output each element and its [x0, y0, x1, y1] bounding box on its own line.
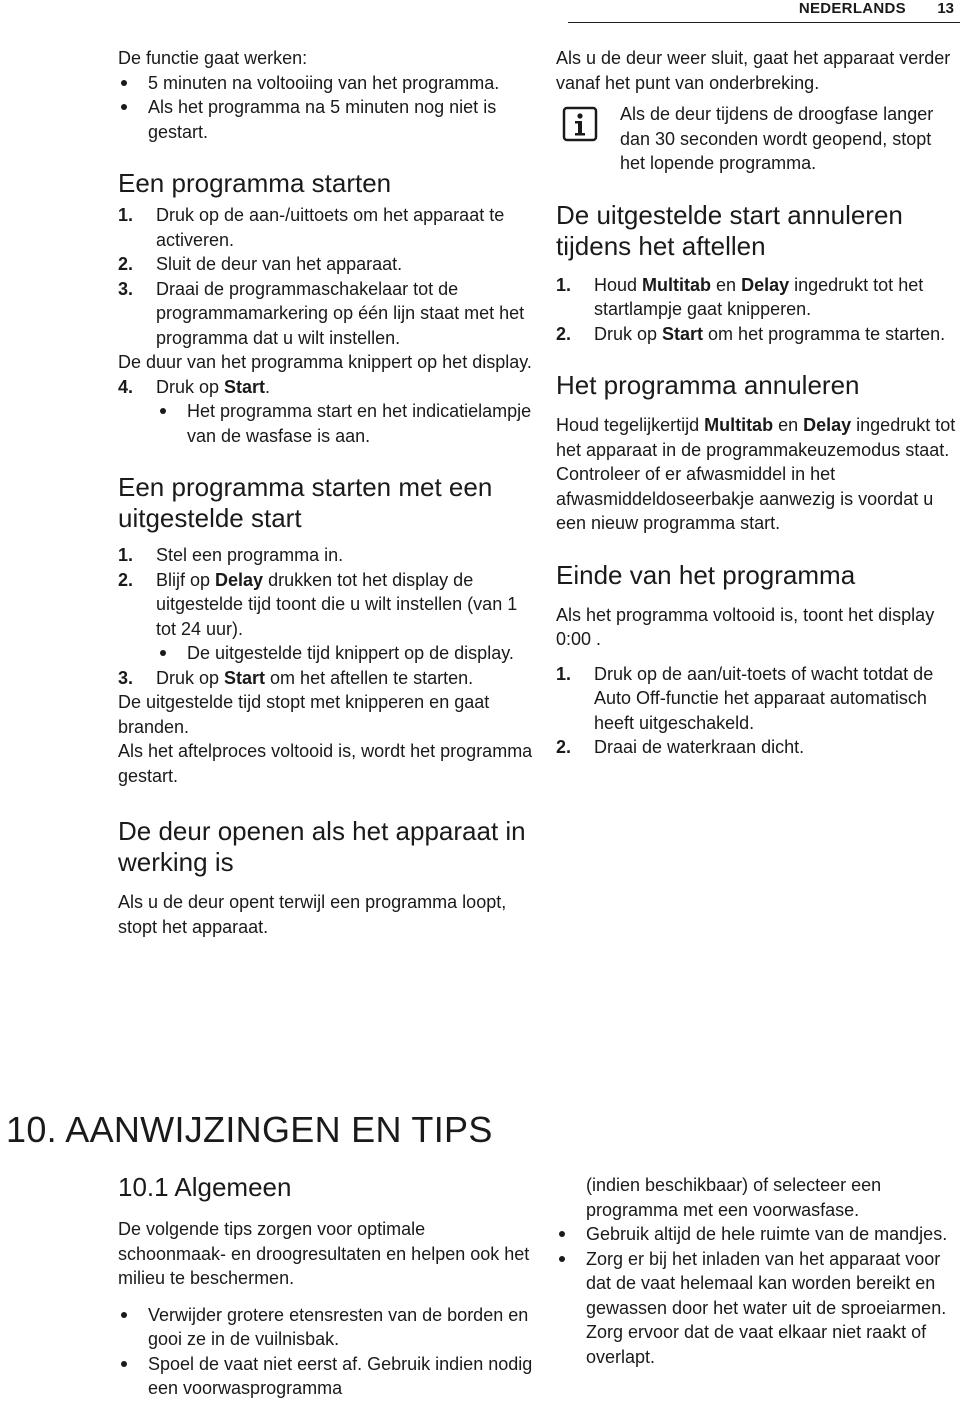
step4-bullets	[156, 399, 538, 448]
step-item: 2. Druk op Start om het programma te starten.	[556, 323, 946, 344]
list-item: Zorg er bij het inladen van het apparaat voor dat de vaat helemaal kan worden bereikt en gewassen door het water uit de sproeiarmen. Zorg ervoor dat de vaat elkaar niet raakt of overlapt.	[556, 1247, 956, 1370]
list-item: De uitgestelde tijd knippert op de display.	[156, 641, 538, 666]
delay-note-2: Als het aftelproces voltooid is, wordt het programma gestart.	[118, 741, 533, 786]
list-item: Gebruik altijd de hele ruimte van de mandjes.	[556, 1222, 956, 1247]
chapter-title: 10. AANWIJZINGEN EN TIPS	[6, 1109, 493, 1150]
header-language: NEDERLANDS	[798, 0, 906, 17]
left-column	[118, 46, 538, 939]
step3-note: De duur van het programma knippert op het display.	[118, 352, 532, 372]
delay-note-1: De uitgestelde tijd stopt met knipperen en gaat branden.	[118, 692, 490, 737]
tips-bullets-left	[118, 1303, 538, 1401]
step-item: 2. Blijf op Delay drukken tot het display de uitgestelde tijd toont die u wilt instellen (van 1 tot 24 uur). De uitgestelde tijd knippert op de display.	[118, 568, 538, 666]
door-close-text: Als u de deur weer sluit, gaat het apparaat verder vanaf het punt van onderbreking.	[556, 48, 951, 93]
end-steps	[556, 662, 956, 760]
step-item: 2. Sluit de deur van het apparaat.	[118, 254, 403, 274]
end-text: Als het programma voltooid is, toont het display 0:00 .	[556, 604, 935, 649]
cancel-program-text: Houd tegelijkertijd Multitab en Delay ingedrukt tot het apparaat in de programmakeuzemodus staat.	[556, 415, 956, 460]
step-item: 1. Houd Multitab en Delay ingedrukt tot het startlampje gaat knipperen.	[556, 274, 924, 319]
section-intro: De volgende tips zorgen voor optimale schoonmaak- en droogresultaten en helpen ook het milieu te beschermen.	[118, 1219, 530, 1288]
step-item: 1. Druk op de aan-/uittoets om het apparaat te activeren.	[118, 205, 505, 250]
header-rule	[568, 22, 960, 23]
section-heading-end: Einde van het programma	[556, 559, 856, 590]
right-column	[556, 46, 956, 760]
list-item: Als het programma na 5 minuten nog niet is gestart.	[118, 95, 538, 144]
section-heading-cancel-program: Het programma annuleren	[556, 370, 860, 400]
page-number: 13	[937, 0, 954, 17]
section-heading-start: Een programma starten	[118, 168, 392, 198]
section-heading-delay: Een programma starten met een uitgestelde start	[118, 472, 493, 533]
tips-bullets-right	[556, 1222, 956, 1369]
list-item: Spoel de vaat niet eerst af. Gebruik indien nodig een voorwasprogramma	[118, 1352, 538, 1401]
step-item: 2. Draai de waterkraan dicht.	[556, 737, 805, 757]
bottom-left-column	[118, 1172, 538, 1401]
list-item: 5 minuten na voltooiing van het programma.	[118, 71, 538, 96]
door-text: Als u de deur opent terwijl een programma loopt, stopt het apparaat.	[118, 892, 507, 937]
info-text: Als de deur tijdens de droogfase langer dan 30 seconden wordt geopend, stopt het lopende programma.	[620, 104, 934, 173]
info-note	[556, 102, 956, 176]
bottom-right-column	[556, 1173, 956, 1369]
list-item: Het programma start en het indicatielampje van de wasfase is aan.	[156, 399, 538, 448]
step-item: 1. Stel een programma in.	[118, 545, 344, 565]
section-title: 10.1 Algemeen	[118, 1172, 292, 1202]
delay-steps	[118, 543, 538, 690]
start-steps-cont	[118, 375, 538, 449]
cancel-delay-steps	[556, 273, 956, 347]
start-steps	[118, 203, 538, 350]
intro-text: De functie gaat werken:	[118, 48, 308, 68]
step-item: 4. Druk op Start. Het programma start en het indicatielampje van de wasfase is aan.	[118, 375, 538, 449]
bullet-continuation: (indien beschikbaar) of selecteer een programma met een voorwasfase.	[586, 1175, 882, 1220]
step-item: 3. Druk op Start om het aftellen te starten.	[118, 667, 474, 688]
intro-bullets	[118, 71, 538, 145]
section-heading-door: De deur openen als het apparaat in werking is	[118, 816, 526, 877]
page-header	[0, 0, 960, 22]
list-item: Verwijder grotere etensresten van de borden en gooi ze in de vuilnisbak.	[118, 1303, 538, 1352]
section-heading-cancel-delay: De uitgestelde start annuleren tijdens het aftellen	[556, 199, 903, 261]
cancel-program-note: Controleer of er afwasmiddel in het afwasmiddeldoseerbakje aanwezig is voordat u een nieuw programma start.	[556, 464, 934, 533]
info-icon	[562, 106, 598, 142]
step-item: 3. Draai de programmaschakelaar tot de programmamarkering op één lijn staat met het programma dat u wilt instellen.	[118, 278, 525, 348]
step-item: 1. Druk op de aan/uit-toets of wacht totdat de Auto Off-functie het apparaat automatisch heeft uitgeschakeld.	[556, 663, 934, 733]
step2-bullets	[156, 641, 538, 666]
